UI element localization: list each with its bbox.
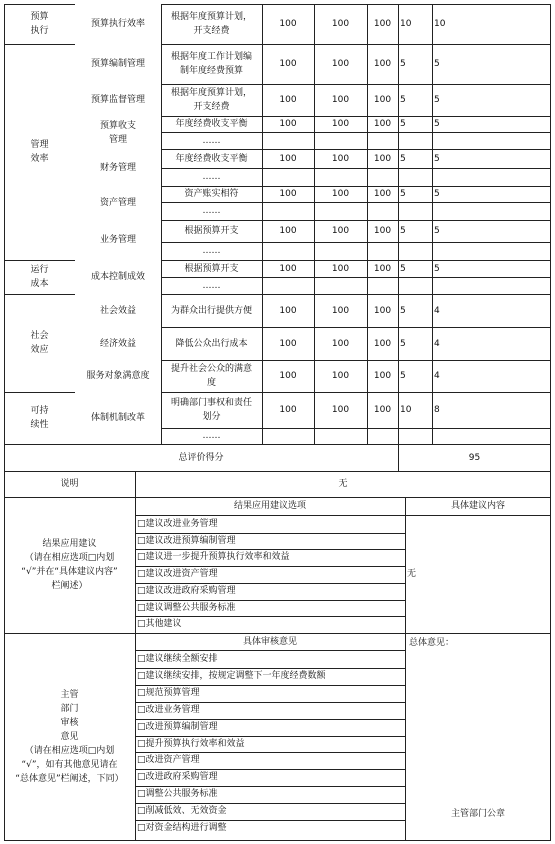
value-score: 4: [434, 371, 440, 381]
value-weight: 5: [400, 338, 406, 349]
item-name: 预算监督管理: [75, 84, 161, 116]
indicator-ellipsis: ……: [202, 172, 221, 182]
value-target: 100: [279, 226, 297, 236]
value-target: 100: [279, 263, 297, 274]
option-divider: [135, 549, 405, 550]
option-divider: [135, 583, 405, 584]
total-score-label: 总评价得分: [178, 452, 224, 463]
value-weight: 5: [400, 371, 406, 381]
grid-line: [135, 497, 136, 633]
opinion-option-checkbox: □改进业务管理: [137, 704, 200, 715]
value-target: 100: [279, 338, 297, 349]
item-name: 预算编制管理: [75, 44, 161, 84]
indicator: 降低公众出行成本: [175, 338, 248, 349]
value-rate: 100: [373, 263, 392, 274]
value-actual: 100: [331, 226, 350, 236]
category-sustainability: 可持 续性: [30, 406, 49, 430]
indicator: 为群众出行提供方便: [170, 305, 252, 316]
value-weight: 5: [400, 119, 406, 129]
category-mgmt-efficiency: 管理 效率: [30, 140, 49, 164]
suggestion-label: 结果应用建议 （请在相应选项□内划 “√”并在“具体建议内容” 栏阐述）: [21, 539, 118, 591]
option-divider: [135, 616, 405, 617]
value-actual: 100: [331, 119, 350, 129]
value-actual: 100: [331, 59, 350, 69]
option-divider: [135, 702, 405, 703]
option-divider: [135, 600, 405, 601]
option-divider: [135, 803, 405, 804]
value-rate: 100: [373, 226, 392, 236]
indicator: 提升社会公众的满意 度: [170, 364, 252, 388]
overall-opinion-label: 总体意见：: [409, 638, 455, 648]
value-target: 100: [279, 371, 297, 381]
opinion-option-checkbox: □提升预算执行效率和效益: [137, 738, 245, 749]
value-actual: 100: [331, 405, 350, 415]
value-rate: 100: [373, 305, 392, 316]
opinion-options-header: 具体审核意见: [242, 636, 297, 647]
value-weight: 10: [400, 19, 412, 29]
value-rate: 100: [373, 153, 392, 164]
value-target: 100: [279, 19, 297, 29]
grid-line: [4, 840, 551, 841]
value-score: 5: [434, 263, 440, 274]
value-actual: 100: [331, 305, 350, 316]
value-actual: 100: [331, 263, 350, 274]
value-rate: 100: [373, 371, 392, 381]
suggestion-options-header: 结果应用建议选项: [233, 501, 306, 511]
suggestion-detail-header: 具体建议内容: [450, 501, 505, 511]
value-target: 100: [279, 189, 297, 199]
grid-line: [135, 633, 136, 840]
opinion-label: 主管 部门 审核 意见 （请在相应选项□内划 “√”，如有其他意见请在 “总体意见”栏阐述，下同）: [15, 689, 124, 784]
note-value: 无: [338, 479, 348, 489]
option-divider: [135, 752, 405, 753]
value-score: 4: [434, 338, 440, 349]
option-divider: [135, 820, 405, 821]
value-actual: 100: [331, 371, 350, 381]
indicator: 根据年度预算计划， 开支经费: [170, 88, 252, 112]
item-name: 预算收支 管理: [75, 116, 161, 149]
value-score: 5: [434, 153, 440, 164]
category-social-effect: 社会 效应: [30, 331, 49, 355]
option-divider: [135, 533, 405, 534]
opinion-option-checkbox: □改进预算编制管理: [137, 721, 218, 732]
item-name: 业务管理: [75, 220, 161, 260]
option-divider: [135, 736, 405, 737]
indicator-ellipsis: ……: [202, 431, 221, 441]
value-rate: 100: [373, 338, 392, 349]
note-label: 说明: [60, 479, 79, 489]
value-score: 4: [434, 305, 440, 316]
indicator-ellipsis: ……: [202, 206, 221, 216]
value-weight: 5: [400, 59, 406, 69]
value-actual: 100: [331, 153, 350, 164]
indicator: 明确部门事权和责任 划分: [170, 398, 252, 422]
value-target: 100: [279, 405, 297, 415]
option-divider: [135, 685, 405, 686]
indicator: 年度经费收支平衡: [175, 119, 248, 129]
total-score-value: 95: [468, 452, 481, 463]
value-weight: 5: [400, 263, 406, 274]
suggestion-option-checkbox: □建议改进政府采购管理: [137, 585, 236, 596]
option-divider: [135, 566, 405, 567]
opinion-option-checkbox: □改进资产管理: [137, 755, 200, 766]
option-divider: [135, 719, 405, 720]
value-weight: 5: [400, 226, 406, 236]
value-target: 100: [279, 305, 297, 316]
value-target: 100: [279, 59, 297, 69]
category-budget-exec: 预算 执行: [30, 12, 49, 36]
value-score: 10: [434, 19, 446, 29]
suggestion-option-checkbox: □建议改进资产管理: [137, 569, 218, 580]
opinion-option-checkbox: □调整公共服务标准: [137, 789, 218, 800]
option-divider: [135, 786, 405, 787]
suggestion-option-checkbox: □其他建议: [137, 619, 182, 630]
item-name: 财务管理: [75, 149, 161, 186]
value-rate: 100: [373, 19, 392, 29]
opinion-option-checkbox: □改进政府采购管理: [137, 772, 218, 783]
value-rate: 100: [373, 405, 392, 415]
value-target: 100: [279, 153, 297, 164]
indicator-ellipsis: ……: [202, 280, 221, 291]
item-name: 成本控制成效: [75, 260, 161, 294]
opinion-option-checkbox: □对资金结构进行调整: [137, 823, 227, 833]
value-score: 5: [434, 226, 440, 236]
opinion-option-checkbox: □建议继续安排，按规定调整下一年度经费数额: [137, 670, 326, 681]
option-divider: [135, 668, 405, 669]
indicator-ellipsis: ……: [202, 135, 221, 146]
value-actual: 100: [331, 19, 350, 29]
value-score: 5: [434, 189, 440, 199]
item-name: 预算执行效率: [75, 4, 161, 44]
opinion-option-checkbox: □建议继续全额安排: [137, 654, 218, 664]
value-score: 5: [434, 119, 440, 129]
value-rate: 100: [373, 95, 392, 105]
category-run-cost: 运行 成本: [30, 265, 49, 289]
value-target: 100: [279, 119, 297, 129]
suggestion-option-checkbox: □建议进一步提升预算执行效率和效益: [137, 552, 290, 563]
indicator: 资产账实相符: [184, 189, 239, 199]
opinion-option-checkbox: □规范预算管理: [137, 687, 200, 698]
value-actual: 100: [331, 95, 350, 105]
value-weight: 10: [400, 405, 412, 415]
value-score: 8: [434, 405, 440, 415]
item-name: 体制机制改革: [75, 392, 161, 444]
value-weight: 5: [400, 189, 406, 199]
value-score: 5: [434, 59, 440, 69]
value-target: 100: [279, 95, 297, 105]
value-rate: 100: [373, 119, 392, 129]
item-name: 经济效益: [75, 327, 161, 360]
option-divider: [135, 769, 405, 770]
suggestion-option-checkbox: □建议改进预算编制管理: [137, 535, 236, 546]
item-name: 资产管理: [75, 186, 161, 220]
value-rate: 100: [373, 59, 392, 69]
indicator: 根据预算开支: [184, 263, 239, 274]
value-actual: 100: [331, 189, 350, 199]
indicator: 根据年度工作计划编 制年度经费预算: [170, 52, 252, 76]
indicator: 根据年度预算计划， 开支经费: [170, 12, 252, 36]
value-rate: 100: [373, 189, 392, 199]
value-score: 5: [434, 95, 440, 105]
opinion-option-checkbox: □削减低效、无效资金: [137, 806, 227, 817]
value-weight: 5: [400, 153, 406, 164]
suggestion-option-checkbox: □建议调整公共服务标准: [137, 602, 236, 613]
suggestion-detail-value: 无: [407, 569, 417, 579]
indicator-ellipsis: ……: [202, 246, 221, 256]
indicator: 根据预算开支: [184, 226, 239, 236]
item-name: 社会效益: [75, 294, 161, 327]
department-seal-label: 主管部门公章: [450, 809, 505, 819]
value-actual: 100: [331, 338, 350, 349]
value-weight: 5: [400, 305, 406, 316]
item-name: 服务对象满意度: [75, 360, 161, 392]
suggestion-option-checkbox: □建议改进业务管理: [137, 519, 218, 529]
value-weight: 5: [400, 95, 406, 105]
indicator: 年度经费收支平衡: [175, 153, 248, 164]
